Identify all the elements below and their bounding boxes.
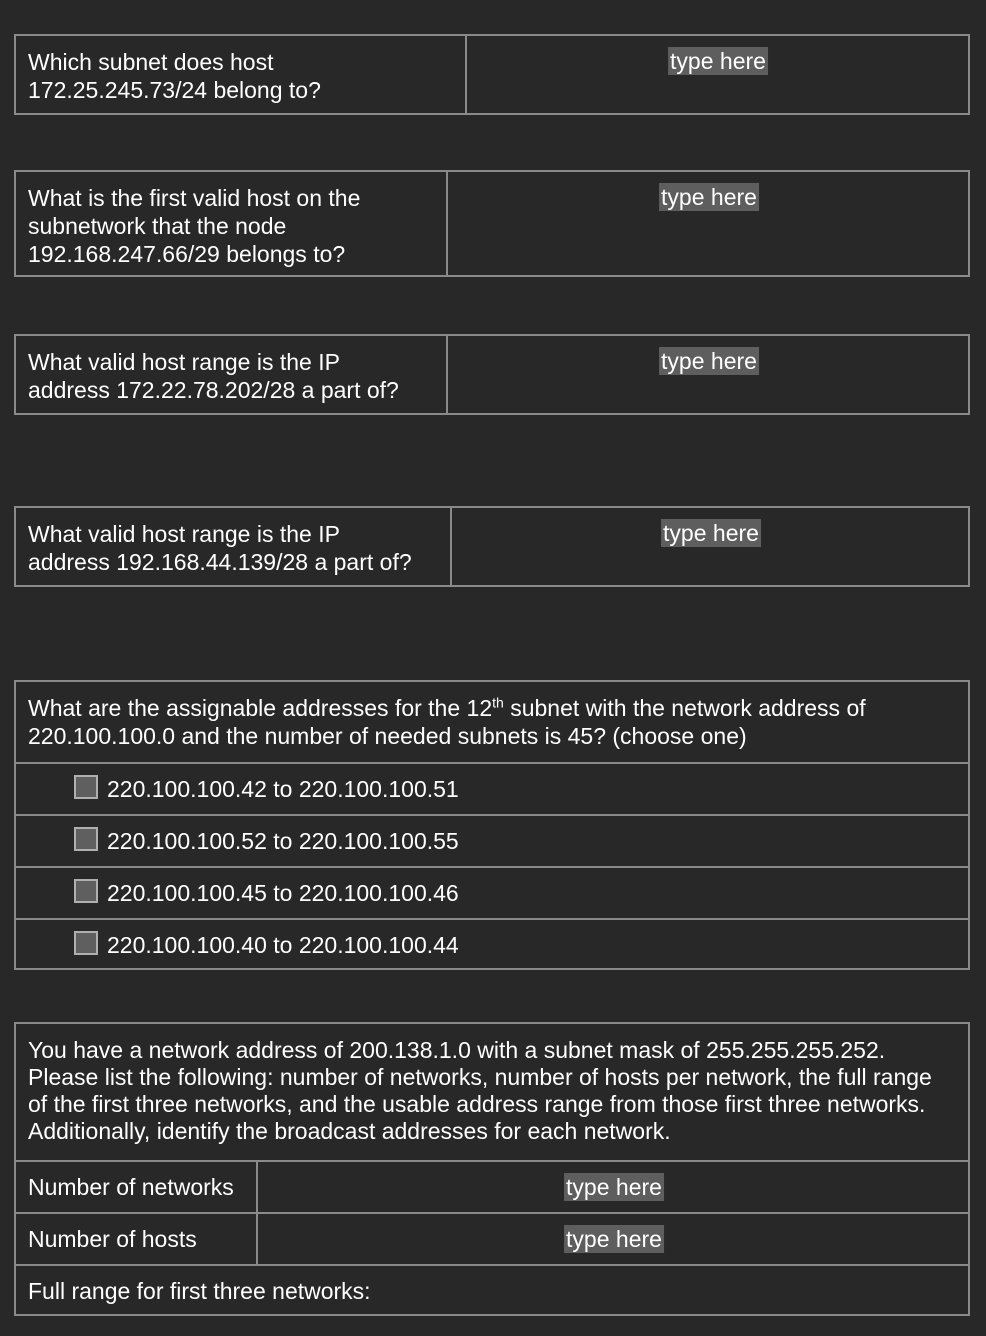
multiple-choice-question — [14, 680, 970, 970]
answer-2-input[interactable]: type here — [661, 184, 757, 210]
multiple-choice-prompt: What are the assignable addresses for the 12th subnet with the network address of 220.100.100.0 and the number of needed subnets is 45? (choose one) — [28, 694, 866, 749]
option-3-checkbox[interactable] — [74, 879, 98, 903]
option-row-2[interactable] — [16, 814, 968, 866]
answer-4-input[interactable]: type here — [663, 520, 759, 546]
option-row-4[interactable] — [16, 918, 968, 968]
number-of-hosts-input[interactable]: type here — [566, 1226, 662, 1252]
option-1-label[interactable]: 220.100.100.42 to 220.100.100.51 — [107, 776, 459, 802]
network-question-text: You have a network address of 200.138.1.0 with a subnet mask of 255.255.255.252. Please list the following: number of networks, number of hosts per network, the full range of the first three networks, and the usable address range from those first three networks. Additionally, identify the broadcast addresses for each network. — [28, 1037, 932, 1144]
number-of-networks-label: Number of networks — [16, 1162, 258, 1212]
number-of-hosts-cell[interactable] — [258, 1214, 968, 1264]
number-of-networks-row — [16, 1160, 968, 1212]
answer-3-cell[interactable] — [448, 336, 968, 413]
question-3-text: What valid host range is the IP address 172.22.78.202/28 a part of? — [16, 336, 448, 413]
question-1-text: Which subnet does host 172.25.245.73/24 belong to? — [16, 36, 467, 113]
answer-1-cell[interactable] — [467, 36, 968, 113]
full-range-label: Full range for first three networks: — [28, 1278, 371, 1304]
answer-3-input[interactable]: type here — [661, 348, 757, 374]
answer-4-cell[interactable] — [452, 508, 968, 585]
option-1-checkbox[interactable] — [74, 775, 98, 799]
question-2-row — [14, 170, 970, 277]
number-of-networks-input[interactable]: type here — [566, 1174, 662, 1200]
option-row-3[interactable] — [16, 866, 968, 918]
network-question — [14, 1022, 970, 1316]
option-3-label[interactable]: 220.100.100.45 to 220.100.100.46 — [107, 880, 459, 906]
option-4-checkbox[interactable] — [74, 931, 98, 955]
option-2-label[interactable]: 220.100.100.52 to 220.100.100.55 — [107, 828, 459, 854]
option-2-checkbox[interactable] — [74, 827, 98, 851]
question-4-row — [14, 506, 970, 587]
question-1-row — [14, 34, 970, 115]
option-row-1[interactable] — [16, 762, 968, 814]
number-of-hosts-row — [16, 1212, 968, 1264]
option-4-label[interactable]: 220.100.100.40 to 220.100.100.44 — [107, 932, 459, 958]
answer-2-cell[interactable] — [448, 172, 968, 275]
full-range-row — [16, 1264, 968, 1318]
number-of-networks-cell[interactable] — [258, 1162, 968, 1212]
question-2-text: What is the first valid host on the subnetwork that the node 192.168.247.66/29 belongs to? — [16, 172, 448, 275]
answer-1-input[interactable]: type here — [670, 48, 766, 74]
number-of-hosts-label: Number of hosts — [16, 1214, 258, 1264]
question-3-row — [14, 334, 970, 415]
question-4-text: What valid host range is the IP address 192.168.44.139/28 a part of? — [16, 508, 452, 585]
